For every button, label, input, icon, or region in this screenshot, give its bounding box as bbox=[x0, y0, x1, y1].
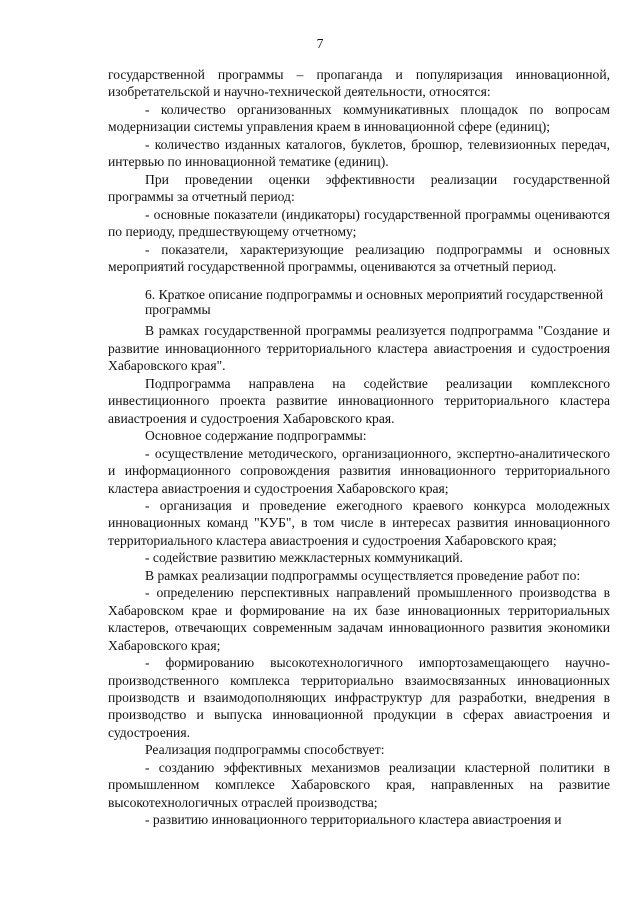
list-item: - количество изданных каталогов, буклетов, брошюр, телевизионных передач, интервью по инновационной тематике (единиц). bbox=[108, 136, 610, 170]
paragraph: В рамках реализации подпрограммы осуществляется проведение работ по: bbox=[145, 567, 581, 583]
list-item: - количество организованных коммуникативных площадок по вопросам модернизации системы управления краем в инновационной сфере (единиц); bbox=[108, 101, 610, 135]
paragraph: При проведении оценки эффективности реализации государственной программы за отчетный период: bbox=[108, 171, 610, 205]
list-item: - показатели, характеризующие реализацию подпрограммы и основных мероприятий государственной программы, оцениваются за отчетный период. bbox=[108, 241, 610, 274]
paragraph: Подпрограмма направлена на содействие реализации комплексного инвестиционного проекта развитие инновационного территориального кластера авиастроения и судостроения Хабаровского края. bbox=[108, 375, 610, 426]
document-body bbox=[108, 66, 610, 829]
paragraph: государственной программы – пропаганда и популяризация инновационной, изобретательской и научно-технической деятельности, относятся: bbox=[108, 67, 610, 100]
list-item: - определению перспективных направлений промышленного производства в Хабаровском крае и формирование на их базе инновационных территориальных кластеров, отвечающих современным задачам инновационного развития экономики Хабаровского края; bbox=[108, 585, 610, 653]
paragraph: Основное содержание подпрограммы: bbox=[145, 428, 367, 444]
page-number: 7 bbox=[316, 36, 324, 51]
list-item: - содействие развитию межкластерных коммуникаций. bbox=[145, 550, 463, 566]
list-item: - созданию эффективных механизмов реализации кластерной политики в промышленном комплексе Хабаровского края, направленных на развитие высокотехнологичных отраслей производства; bbox=[108, 759, 610, 810]
list-item: - развитию инновационного территориального кластера авиастроения и bbox=[145, 812, 562, 828]
list-item: - основные показатели (индикаторы) государственной программы оцениваются по периоду, предшествующему отчетному; bbox=[108, 206, 610, 240]
list-item: - организация и проведение ежегодного краевого конкурса молодежных инновационных команд "КУБ", в том числе в интересах развития инновационного территориального кластера авиастроения и судостроения Хабаровского края; bbox=[108, 497, 610, 548]
paragraph: В рамках государственной программы реализуется подпрограмма "Создание и развитие инновационного территориального кластера авиастроения и судостроения Хабаровского края". bbox=[108, 323, 610, 374]
list-item: - осуществление методического, организационного, экспертно-аналитического и информационного сопровождения развития инновационного территориального кластера авиастроения и судостроения Хабаровского края; bbox=[108, 445, 610, 496]
paragraph: Реализация подпрограммы способствует: bbox=[145, 742, 385, 758]
section-heading: 6. Краткое описание подпрограммы и основных мероприятий государственной программы bbox=[145, 287, 604, 317]
list-item: - формированию высокотехнологичного импортозамещающего научно-производственного комплекса территориально взаимосвязанных инновационных производств и взаимодополняющих инфраструктур для разработки, внедрения в производство и выпуска инновационной продукции в сферах авиастроения и судостроения. bbox=[108, 655, 610, 740]
